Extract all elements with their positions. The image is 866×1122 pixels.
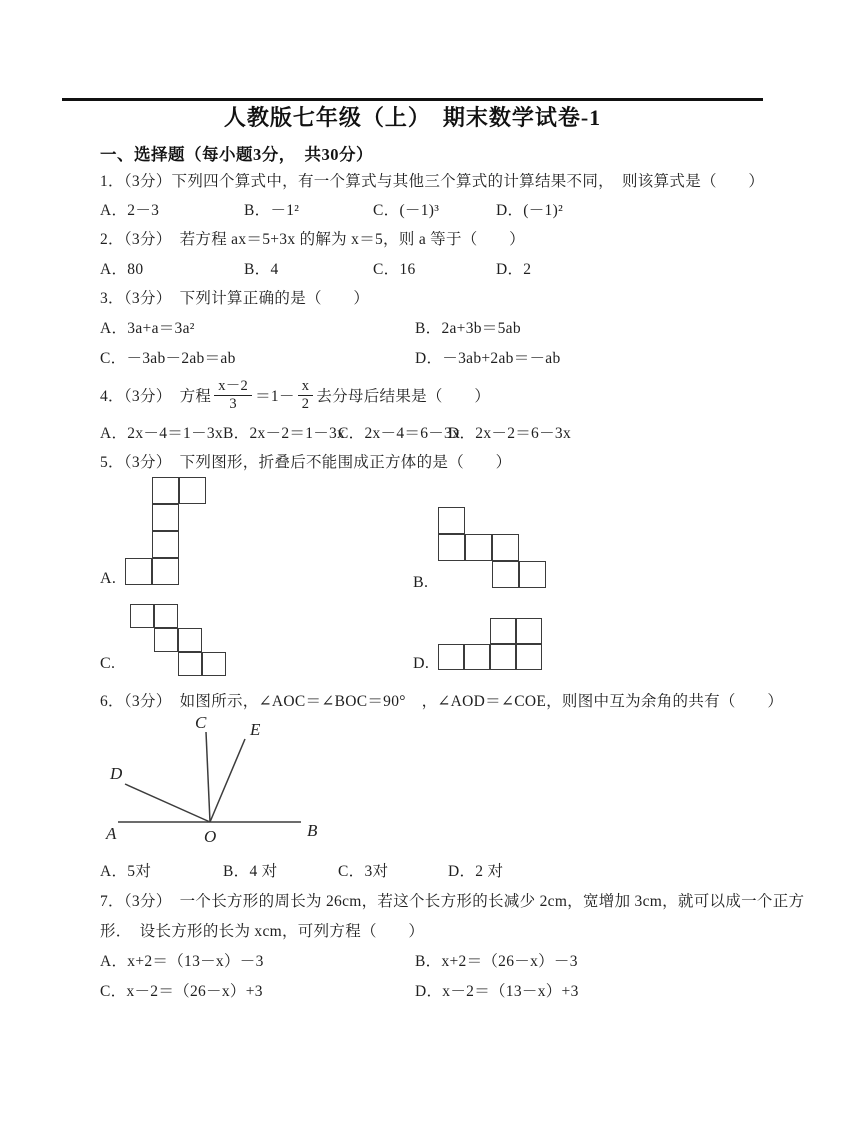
option-2-a: A．80 — [100, 261, 144, 278]
option-2-d: D．2 — [496, 261, 532, 278]
fraction-right — [298, 378, 314, 412]
net-square — [154, 628, 178, 652]
question-7-options-row1 — [0, 949, 866, 971]
net-figure-label: B. — [413, 574, 429, 591]
net-square — [492, 534, 519, 561]
net-square — [464, 644, 490, 670]
net-square — [490, 618, 516, 644]
option-4-c: C．2x－4＝6－3x — [338, 425, 461, 442]
point-label-A: A — [106, 824, 117, 843]
question-3-options-row1 — [0, 316, 866, 338]
fraction-left-numerator: x－2 — [214, 378, 252, 396]
net-square — [152, 531, 179, 558]
net-square — [154, 604, 178, 628]
question-2-text: 2．（3分） 若方程 ax＝5+3x 的解为 x＝5，则 a 等于（ ） — [100, 231, 525, 248]
fraction-right-denominator: 2 — [301, 395, 310, 412]
option-3-d: D．－3ab+2ab＝－ab — [415, 350, 561, 367]
question-5-text: 5．（3分） 下列图形，折叠后不能围成正方体的是（ ） — [100, 454, 512, 471]
net-figure-label: A. — [100, 570, 117, 587]
net-square — [438, 507, 465, 534]
option-7-b: B．x+2＝（26－x）－3 — [415, 953, 578, 970]
option-3-b: B．2a+3b＝5ab — [415, 320, 521, 337]
option-6-d: D．2 对 — [448, 863, 504, 880]
option-3-c: C．－3ab－2ab＝ab — [100, 350, 236, 367]
question-4-options — [0, 421, 866, 443]
net-square — [178, 628, 202, 652]
option-6-b: B．4 对 — [223, 863, 278, 880]
net-square — [152, 558, 179, 585]
net-square — [152, 504, 179, 531]
net-square — [438, 534, 465, 561]
question-3-options-row2 — [0, 346, 866, 368]
option-4-b: B．2x－2＝1－3x — [223, 425, 346, 442]
option-4-a: A．2x－4＝1－3x — [100, 425, 223, 442]
net-square — [130, 604, 154, 628]
point-label-E: E — [250, 720, 261, 739]
question-4-equals: ＝1－ — [255, 388, 295, 405]
fraction-left — [214, 378, 252, 412]
option-2-b: B．4 — [244, 261, 279, 278]
option-3-a: A．3a+a＝3a² — [100, 320, 195, 337]
exam-title: 人教版七年级（上） 期末数学试卷-1 — [223, 105, 602, 130]
net-square — [202, 652, 226, 676]
section-heading: 一、选择题（每小题3分， 共30分） — [100, 145, 373, 164]
point-label-B: B — [307, 821, 318, 840]
net-square — [438, 644, 464, 670]
fraction-right-numerator: x — [298, 378, 314, 396]
net-figure-label: C. — [100, 655, 116, 672]
option-7-a: A．x+2＝（13－x）－3 — [100, 953, 264, 970]
question-6-text: 6．（3分） 如图所示，∠AOC＝∠BOC＝90° ，∠AOD＝∠COE，则图中互为余角的共有（ ） — [100, 693, 784, 710]
question-1-options — [0, 198, 866, 220]
question-2-options — [0, 257, 866, 279]
question-6-options — [0, 859, 866, 881]
ray-OC — [206, 732, 210, 822]
net-square — [516, 644, 542, 670]
question-7-text-line1: 7．（3分） 一个长方形的周长为 26cm，若这个长方形的长减少 2cm，宽增加 3cm，就可以成一个正方 — [100, 893, 805, 910]
option-2-c: C．16 — [373, 261, 416, 278]
net-square — [152, 477, 179, 504]
angle-figure — [88, 712, 338, 852]
net-square — [178, 652, 202, 676]
net-square — [465, 534, 492, 561]
point-label-C: C — [195, 713, 207, 732]
option-1-a: A．2－3 — [100, 202, 160, 219]
point-label-D: D — [110, 764, 123, 783]
ray-OE — [210, 739, 245, 822]
net-square — [519, 561, 546, 588]
option-7-d: D．x－2＝（13－x）+3 — [415, 983, 579, 1000]
option-1-c: C．(－1)³ — [373, 202, 440, 219]
net-square — [179, 477, 206, 504]
ray-OD — [125, 784, 210, 822]
question-1-text: 1．（3分）下列四个算式中，有一个算式与其他三个算式的计算结果不同， 则该算式是（ ） — [100, 173, 765, 190]
point-label-O: O — [204, 827, 217, 846]
question-4-text — [100, 373, 490, 417]
question-7-options-row2 — [0, 979, 866, 1001]
option-6-c: C．3对 — [338, 863, 389, 880]
net-figure-label: D. — [413, 655, 430, 672]
question-4-prefix: 4．（3分） 方程 — [100, 388, 212, 405]
net-square — [490, 644, 516, 670]
fraction-left-denominator: 3 — [229, 395, 237, 412]
question-4-suffix: 去分母后结果是（ ） — [316, 388, 491, 405]
option-1-b: B．－1² — [244, 202, 300, 219]
option-6-a: A．5对 — [100, 863, 152, 880]
option-1-d: D．(－1)² — [496, 202, 564, 219]
question-3-text: 3．（3分） 下列计算正确的是（ ） — [100, 290, 370, 307]
net-square — [516, 618, 542, 644]
net-square — [492, 561, 519, 588]
option-4-d: D．2x－2＝6－3x — [448, 425, 571, 442]
option-7-c: C．x－2＝（26－x）+3 — [100, 983, 263, 1000]
question-7-text-line2: 形． 设长方形的长为 xcm，可列方程（ ） — [100, 923, 425, 940]
net-square — [125, 558, 152, 585]
